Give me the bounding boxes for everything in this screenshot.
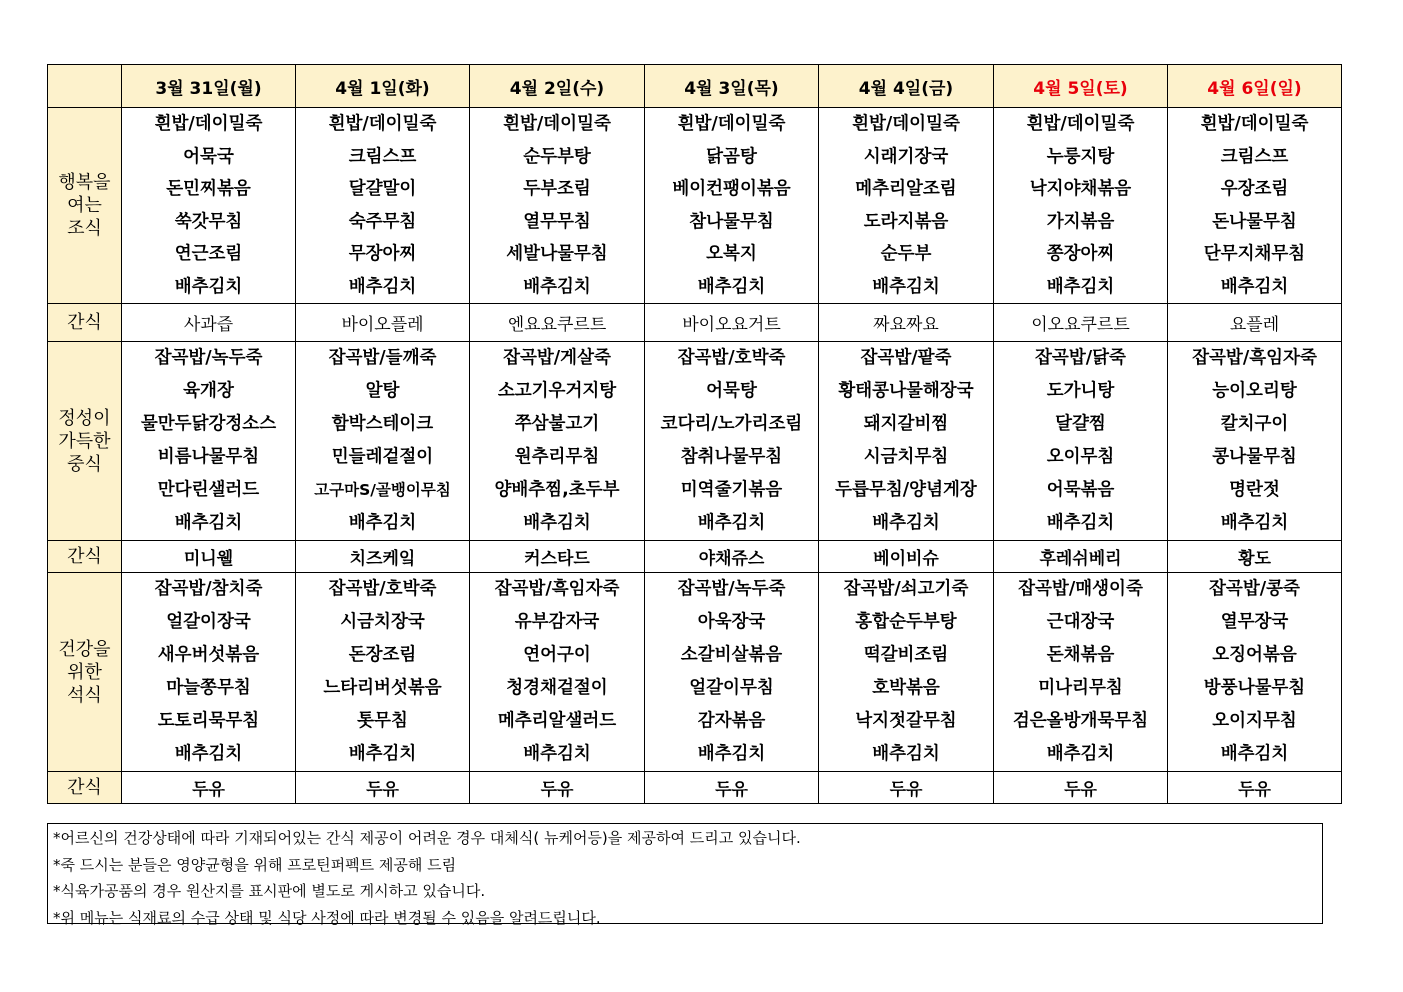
snack-cell: 바이오요거트 <box>645 304 819 342</box>
menu-item: 오이지무침 <box>1212 711 1297 731</box>
menu-item: 청경채겉절이 <box>506 678 608 698</box>
row-label-line: 정성이 <box>58 407 111 429</box>
menu-item: 잡곡밥/쇠고기죽 <box>843 579 969 599</box>
menu-item: 톳무침 <box>357 711 408 731</box>
menu-item: 도가니탕 <box>1046 381 1115 401</box>
menu-item: 잡곡밥/매생이죽 <box>1018 579 1143 599</box>
row-label-line: 건강을 <box>58 638 111 660</box>
menu-cell <box>470 342 645 541</box>
row-label-line: 위한 <box>67 661 102 683</box>
menu-item: 미나리무침 <box>1038 678 1123 698</box>
menu-item: 잡곡밥/참치죽 <box>154 579 263 599</box>
menu-item: 시금치무침 <box>863 447 949 467</box>
menu-item: 배추김치 <box>697 513 766 533</box>
menu-item: 떡갈비조림 <box>863 645 949 665</box>
menu-item: 배추김치 <box>523 276 591 297</box>
snack-cell: 엔요요쿠르트 <box>470 304 645 342</box>
menu-item: 낙지젓갈무침 <box>855 711 957 731</box>
snack-cell: 두유 <box>122 772 296 804</box>
menu-cell <box>645 573 819 772</box>
row-label-line: 간식 <box>67 777 102 798</box>
menu-item: 흰밥/데이밀죽 <box>1200 114 1309 134</box>
menu-item: 가지볶음 <box>1046 211 1115 232</box>
menu-item: 잡곡밥/호박죽 <box>328 579 437 599</box>
menu-item: 배추김치 <box>697 744 766 764</box>
snack-cell: 사과즙 <box>122 304 296 342</box>
note-line: *죽 드시는 분들은 영양균형을 위해 프로틴퍼펙트 제공해 드림 <box>53 855 457 874</box>
menu-item: 배추김치 <box>174 513 243 533</box>
snack-row <box>48 304 1342 342</box>
note-line: *어르신의 건강상태에 따라 기재되어있는 간식 제공이 어려운 경우 대체식( 뉴케어등)을 제공하여 드리고 있습니다. <box>53 829 801 847</box>
menu-item: 도라지볶음 <box>863 211 949 232</box>
menu-item: 흰밥/데이밀죽 <box>852 114 960 134</box>
menu-item: 배추김치 <box>697 276 766 297</box>
menu-item: 메추리알조림 <box>855 179 957 199</box>
menu-item: 물만두닭강정소스 <box>140 414 277 434</box>
menu-item: 쭈삼불고기 <box>514 414 600 434</box>
menu-item: 단무지채무침 <box>1203 244 1306 264</box>
menu-item: 순두부탕 <box>523 146 591 167</box>
menu-item: 잡곡밥/녹두죽 <box>677 579 786 599</box>
menu-item: 새우버섯볶음 <box>157 645 260 665</box>
note-line: *식육가공품의 경우 원산지를 표시판에 별도로 게시하고 있습니다. <box>53 882 486 900</box>
menu-item: 잡곡밥/닭죽 <box>1035 348 1126 368</box>
menu-item: 두릅무침/양념게장 <box>835 480 977 500</box>
menu-item: 능이오리탕 <box>1212 381 1297 401</box>
menu-cell <box>470 573 645 772</box>
day-header: 3월 31일(월) <box>122 65 296 108</box>
menu-item: 무장아찌 <box>348 244 417 264</box>
snack-cell: 베이비슈 <box>819 541 994 573</box>
row-label-line: 석식 <box>67 684 102 706</box>
menu-item: 돈나물무침 <box>1212 211 1297 232</box>
day-header: 4월 1일(화) <box>296 65 470 108</box>
menu-item: 방풍나물무침 <box>1203 678 1306 698</box>
menu-item: 열무무침 <box>523 211 591 232</box>
day-header: 4월 2일(수) <box>470 65 645 108</box>
menu-item: 잡곡밥/콩죽 <box>1209 579 1300 599</box>
row-label-line: 간식 <box>67 312 102 333</box>
menu-cell <box>122 108 296 304</box>
menu-item: 유부감자국 <box>514 612 600 632</box>
menu-item: 배추김치 <box>1046 513 1115 533</box>
menu-item: 콩나물무침 <box>1212 447 1297 467</box>
menu-item: 메추리알샐러드 <box>497 711 617 731</box>
menu-item: 시금치장국 <box>340 612 425 632</box>
menu-item: 느타리버섯볶음 <box>323 678 442 698</box>
menu-item: 아욱장국 <box>697 612 766 632</box>
menu-item: 잡곡밥/팥죽 <box>860 348 952 368</box>
row-label <box>48 573 122 772</box>
snack-cell: 커스타드 <box>470 541 645 573</box>
snack-cell: 요플레 <box>1168 304 1342 342</box>
menu-item: 고구마S/골뱅이무침 <box>314 481 451 499</box>
row-label <box>48 304 122 342</box>
menu-item: 배추김치 <box>523 513 591 533</box>
menu-item: 오복지 <box>706 244 757 264</box>
menu-item: 만다린샐러드 <box>157 480 260 500</box>
menu-item: 미역줄기볶음 <box>680 480 783 500</box>
row-label-line: 행복을 <box>58 172 111 193</box>
menu-item: 민들레겉절이 <box>331 447 434 467</box>
menu-item: 알탕 <box>365 381 400 401</box>
menu-item: 마늘쫑무침 <box>166 678 251 698</box>
menu-item: 두부조림 <box>523 179 591 199</box>
menu-item: 돈민찌볶음 <box>166 179 251 199</box>
menu-item: 배추김치 <box>872 276 940 297</box>
day-header: 4월 6일(일) <box>1168 65 1342 108</box>
menu-item: 배추김치 <box>872 744 940 764</box>
menu-item: 열무장국 <box>1220 612 1289 632</box>
menu-cell <box>645 342 819 541</box>
menu-item: 배추김치 <box>174 276 243 297</box>
row-label <box>48 772 122 804</box>
menu-item: 크림스프 <box>348 146 417 167</box>
menu-item: 소갈비살볶음 <box>680 645 783 665</box>
menu-cell <box>994 342 1168 541</box>
menu-item: 흰밥/데이밀죽 <box>677 114 786 134</box>
snack-cell: 두유 <box>296 772 470 804</box>
note-line: *위 메뉴는 식재료의 수급 상태 및 식당 사정에 따라 변경될 수 있음을 알려드립니다. <box>53 908 601 927</box>
row-label-line: 조식 <box>67 218 102 239</box>
corner-cell <box>48 65 122 108</box>
menu-cell <box>296 108 470 304</box>
menu-cell <box>296 342 470 541</box>
day-header-row <box>48 65 1342 108</box>
snack-cell: 두유 <box>1168 772 1342 804</box>
menu-item: 배추김치 <box>348 276 417 297</box>
menu-item: 돈채볶음 <box>1046 645 1115 665</box>
day-header: 4월 4일(금) <box>819 65 994 108</box>
row-label <box>48 342 122 541</box>
menu-cell <box>645 108 819 304</box>
menu-item: 달걀말이 <box>348 179 417 199</box>
menu-item: 참나물무침 <box>689 211 774 232</box>
menu-item: 배추김치 <box>348 744 417 764</box>
row-label-line: 간식 <box>67 546 102 567</box>
row-label <box>48 541 122 573</box>
menu-cell <box>470 108 645 304</box>
menu-item: 잡곡밥/흑임자죽 <box>1192 348 1317 368</box>
menu-item: 어묵볶음 <box>1046 480 1115 500</box>
menu-item: 감자볶음 <box>697 711 766 731</box>
menu-cell <box>1168 108 1342 304</box>
day-header: 4월 5일(토) <box>994 65 1168 108</box>
menu-item: 배추김치 <box>174 744 243 764</box>
menu-item: 세발나물무침 <box>506 244 608 264</box>
menu-cell <box>819 573 994 772</box>
snack-cell: 바이오플레 <box>296 304 470 342</box>
snack-cell: 황도 <box>1168 541 1342 573</box>
menu-item: 흰밥/데이밀죽 <box>503 114 611 134</box>
menu-item: 배추김치 <box>523 744 591 764</box>
menu-cell <box>994 108 1168 304</box>
menu-item: 누룽지탕 <box>1046 146 1115 167</box>
menu-cell <box>296 573 470 772</box>
menu-item: 달걀찜 <box>1055 414 1106 434</box>
snack-cell: 두유 <box>994 772 1168 804</box>
menu-item: 칼치구이 <box>1220 414 1289 434</box>
menu-cell <box>122 342 296 541</box>
menu-item: 우장조림 <box>1220 179 1289 199</box>
menu-item: 함박스테이크 <box>331 414 434 434</box>
menu-item: 육개장 <box>183 381 234 401</box>
row-label-line: 가득한 <box>58 430 111 452</box>
menu-item: 베이컨팽이볶음 <box>672 179 791 199</box>
menu-item: 흰밥/데이밀죽 <box>1026 114 1135 134</box>
menu-item: 어묵탕 <box>706 381 757 401</box>
menu-item: 호박볶음 <box>872 678 940 698</box>
menu-item: 배추김치 <box>1220 276 1289 297</box>
menu-item: 연어구이 <box>523 645 591 665</box>
weekly-menu-table <box>47 64 1342 804</box>
row-label-line: 여는 <box>67 195 102 216</box>
notes-box <box>47 823 1323 927</box>
menu-item: 오징어볶음 <box>1212 645 1297 665</box>
menu-item: 잡곡밥/게살죽 <box>503 348 611 368</box>
menu-item: 비름나물무침 <box>157 447 260 467</box>
menu-item: 흰밥/데이밀죽 <box>154 114 263 134</box>
menu-item: 홍합순두부탕 <box>855 612 957 632</box>
menu-item: 원추리무침 <box>514 447 600 467</box>
menu-item: 낙지야채볶음 <box>1029 179 1132 199</box>
menu-item: 검은올방개묵무침 <box>1012 711 1149 731</box>
menu-item: 잡곡밥/녹두죽 <box>154 348 263 368</box>
menu-item: 돈장조림 <box>348 645 417 665</box>
menu-item: 배추김치 <box>1046 744 1115 764</box>
menu-item: 황태콩나물해장국 <box>838 381 974 401</box>
menu-item: 명란젓 <box>1229 480 1280 500</box>
menu-item: 어묵국 <box>183 146 234 167</box>
menu-item: 얼갈이무침 <box>689 678 774 698</box>
menu-item: 크림스프 <box>1220 146 1289 167</box>
menu-item: 쑥갓무침 <box>174 211 243 232</box>
meal-row <box>48 108 1342 304</box>
menu-item: 오이무침 <box>1046 447 1115 467</box>
snack-row <box>48 541 1342 573</box>
menu-item: 쫑장아찌 <box>1046 244 1115 264</box>
menu-item: 연근조림 <box>174 244 243 264</box>
menu-item: 근대장국 <box>1046 612 1115 632</box>
menu-item: 잡곡밥/호박죽 <box>677 348 786 368</box>
menu-item: 흰밥/데이밀죽 <box>328 114 437 134</box>
menu-item: 배추김치 <box>1220 513 1289 533</box>
menu-cell <box>994 573 1168 772</box>
menu-cell <box>1168 342 1342 541</box>
snack-cell: 두유 <box>645 772 819 804</box>
menu-item: 양배추찜,초두부 <box>494 480 620 500</box>
menu-item: 순두부 <box>880 244 932 264</box>
menu-item: 숙주무침 <box>348 211 417 232</box>
snack-cell: 짜요짜요 <box>819 304 994 342</box>
snack-cell: 두유 <box>819 772 994 804</box>
menu-item: 얼갈이장국 <box>166 612 251 632</box>
menu-item: 잡곡밥/들깨죽 <box>328 348 437 368</box>
menu-item: 배추김치 <box>872 513 940 533</box>
menu-item: 돼지갈비찜 <box>863 414 949 434</box>
snack-cell: 치즈케잌 <box>296 541 470 573</box>
day-header: 4월 3일(목) <box>645 65 819 108</box>
menu-cell <box>1168 573 1342 772</box>
snack-row <box>48 772 1342 804</box>
menu-item: 코다리/노가리조림 <box>660 414 803 434</box>
meal-row <box>48 573 1342 772</box>
snack-cell: 미니웰 <box>122 541 296 573</box>
menu-item: 닭곰탕 <box>706 146 757 167</box>
row-label-line: 중식 <box>67 453 102 475</box>
snack-cell: 두유 <box>470 772 645 804</box>
snack-cell: 이오요쿠르트 <box>994 304 1168 342</box>
snack-cell: 야채쥬스 <box>645 541 819 573</box>
row-label <box>48 108 122 304</box>
menu-cell <box>122 573 296 772</box>
menu-item: 배추김치 <box>1220 744 1289 764</box>
menu-item: 시래기장국 <box>863 146 949 167</box>
menu-item: 배추김치 <box>348 513 417 533</box>
menu-item: 배추김치 <box>1046 276 1115 297</box>
snack-cell: 후레쉬베리 <box>994 541 1168 573</box>
menu-item: 소고기우거지탕 <box>497 381 617 401</box>
meal-row <box>48 342 1342 541</box>
menu-cell <box>819 108 994 304</box>
menu-cell <box>819 342 994 541</box>
menu-item: 참취나물무침 <box>680 447 783 467</box>
menu-item: 잡곡밥/흑임자죽 <box>494 579 620 599</box>
menu-item: 도토리묵무침 <box>157 711 260 731</box>
